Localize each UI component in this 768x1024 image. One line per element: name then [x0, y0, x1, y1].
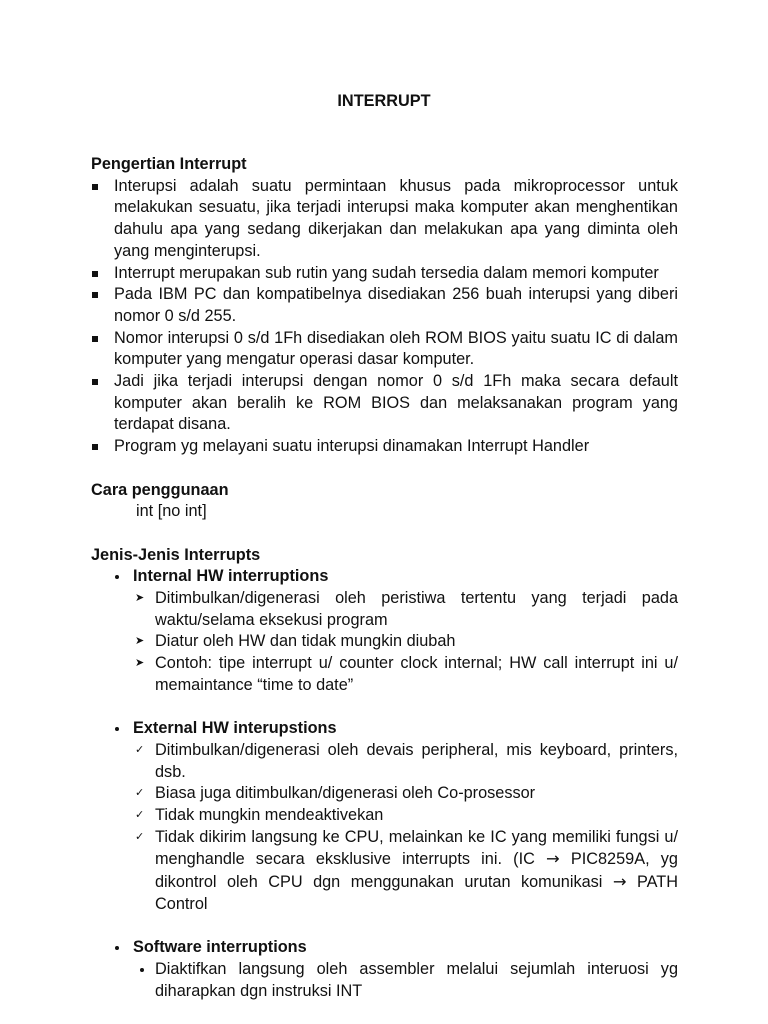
arrowhead-bullet-icon: ➤	[135, 657, 145, 670]
list-item: ➤ Diatur oleh HW dan tidak mungkin diubah	[155, 631, 678, 653]
list-item: Diaktifkan langsung oleh assembler melalui sejumlah interuosi yg diharapkan dgn instruksi INT	[155, 959, 678, 1002]
list-item: ➤ Ditimbulkan/digenerasi oleh peristiwa tertentu yang terjadi pada waktu/selama eksekusi program	[135, 589, 678, 629]
list-item: Program yg melayani suatu interupsi dinamakan Interrupt Handler	[91, 436, 678, 458]
square-bullet-icon	[92, 292, 98, 298]
list-item: Interrupt merupakan sub rutin yang sudah tersedia dalam memori komputer	[91, 263, 678, 285]
list-item: Interupsi adalah suatu permintaan khusus pada mikroprocessor untuk melakukan sesuatu, jika terjadi interupsi maka komputer akan menghentikan dahulu apa yang sedang dikerjakan dan melakukan apa yang diminta oleh yang menginterupsi.	[91, 176, 678, 263]
list-item: ✓ Tidak mungkin mendeaktivekan	[155, 805, 678, 827]
square-bullet-icon	[92, 444, 98, 450]
section-heading-jenis: Jenis-Jenis Interrupts	[91, 545, 261, 564]
right-arrow-icon: →	[546, 849, 560, 869]
pengertian-list	[91, 176, 678, 458]
square-bullet-icon	[92, 336, 98, 342]
list-item: ✓ Ditimbulkan/digenerasi oleh devais peripheral, mis keyboard, printers, dsb.	[135, 740, 678, 781]
list-item: Jadi jika terjadi interupsi dengan nomor 0 s/d 1Fh maka secara default komputer akan beralih ke ROM BIOS dan melaksanakan program yang terdapat disana.	[91, 371, 678, 436]
checkmark-bullet-icon: ✓	[135, 830, 145, 843]
list-item: Nomor interupsi 0 s/d 1Fh disediakan oleh ROM BIOS yaitu suatu IC di dalam komputer yang mengatur operasi dasar komputer.	[91, 328, 678, 371]
software-list	[133, 959, 678, 1002]
internal-group	[91, 566, 678, 696]
arrowhead-bullet-icon: ➤	[135, 592, 145, 605]
square-bullet-icon	[92, 271, 98, 277]
list-item: Pada IBM PC dan kompatibelnya disediakan 256 buah interupsi yang diberi nomor 0 s/d 255.	[91, 284, 678, 327]
software-group	[91, 937, 678, 1002]
dot-bullet-icon	[140, 968, 144, 972]
section-heading-cara: Cara penggunaan	[91, 480, 229, 499]
list-item: ➤ Contoh: tipe interrupt u/ counter clock internal; HW call interrupt ini u/ memaintance “time to date”	[135, 654, 678, 694]
right-arrow-icon: →	[612, 872, 627, 892]
dot-bullet-icon	[115, 946, 119, 950]
checkmark-bullet-icon: ✓	[135, 787, 145, 800]
internal-list	[133, 588, 678, 697]
square-bullet-icon	[92, 184, 98, 190]
checkmark-bullet-icon: ✓	[135, 743, 145, 756]
page-title: INTERRUPT	[337, 92, 431, 110]
square-bullet-icon	[92, 379, 98, 385]
external-group	[91, 718, 678, 915]
external-list	[133, 740, 678, 916]
subheading-external: External HW interupstions	[133, 718, 678, 740]
dot-bullet-icon	[115, 727, 119, 731]
subheading-software: Software interruptions	[133, 937, 678, 959]
arrowhead-bullet-icon: ➤	[135, 635, 145, 648]
dot-bullet-icon	[115, 575, 119, 579]
document-body	[91, 154, 678, 1002]
syntax-line: int [no int]	[136, 502, 207, 521]
subheading-internal: Internal HW interruptions	[133, 566, 678, 588]
list-item: ✓ Biasa juga ditimbulkan/digenerasi oleh Co-prosessor	[155, 783, 678, 805]
section-heading-pengertian: Pengertian Interrupt	[91, 155, 247, 173]
checkmark-bullet-icon: ✓	[135, 809, 145, 822]
list-item: ✓ Tidak dikirim langsung ke CPU, melainkan ke IC yang memiliki fungsi u/ menghandle secara eksklusive interrupts ini. (IC → PIC8259A, yg dikontrol oleh CPU dgn menggunakan urutan komunikasi → PATH Control	[135, 827, 678, 913]
